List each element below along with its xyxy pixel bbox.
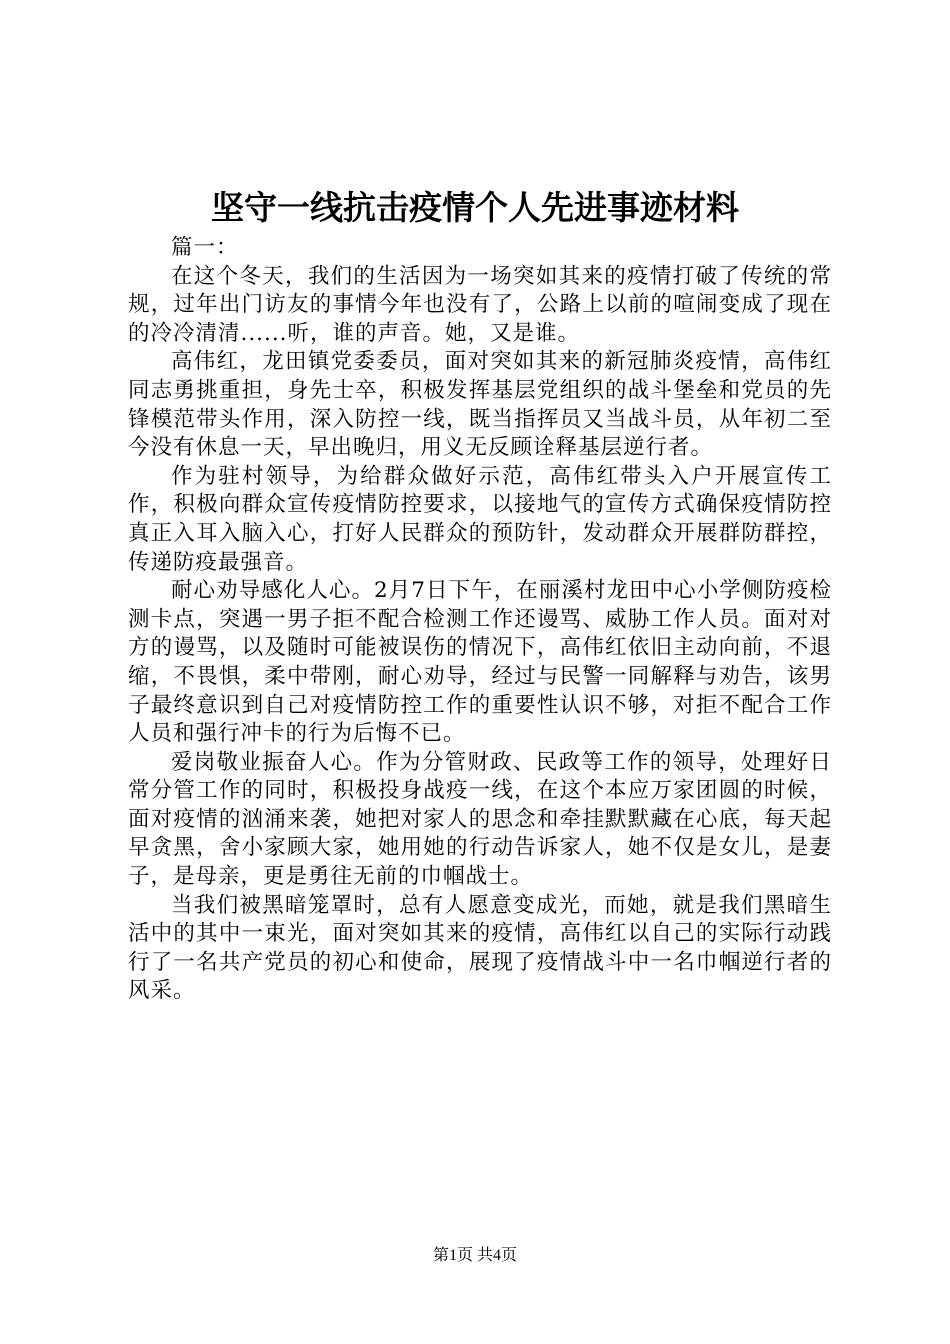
paragraph: 当我们被黑暗笼罩时，总有人愿意变成光，而她，就是我们黑暗生活中的其中一束光，面对突如其来的疫情，高伟红以自己的实际行动践行了一名共产党员的初心和使命，展现了疫情战斗中一名巾帼逆行者的风采。	[128, 892, 832, 1004]
document-body	[128, 234, 832, 1006]
paragraph: 高伟红，龙田镇党委委员，面对突如其来的新冠肺炎疫情，高伟红同志勇挑重担，身先士卒，积极发挥基层党组织的战斗堡垒和党员的先锋模范带头作用，深入防控一线，既当指挥员又当战斗员，从年初二至今没有休息一天，早出晚归，用义无反顾诠释基层逆行者。	[128, 349, 832, 461]
document-title: 坚守一线抗击疫情个人先进事迹材料	[211, 188, 739, 227]
paragraph-heading: 篇一：	[171, 235, 239, 260]
paragraph: 耐心劝导感化人心。2月7日下午，在丽溪村龙田中心小学侧防疫检测卡点，突遇一男子拒不配合检测工作还谩骂、威胁工作人员。面对对方的谩骂，以及随时可能被误伤的情况下，高伟红依旧主动向前，不退缩，不畏惧，柔中带刚，耐心劝导，经过与民警一同解释与劝告，该男子最终意识到自己对疫情防控工作的重要性认识不够，对拒不配合工作人员和强行冲卡的行为后悔不已。	[128, 578, 832, 747]
paragraph: 作为驻村领导，为给群众做好示范，高伟红带头入户开展宣传工作，积极向群众宣传疫情防控要求，以接地气的宣传方式确保疫情防控真正入耳入脑入心，打好人民群众的预防针，发动群众开展群防群控，传递防疫最强音。	[128, 463, 832, 575]
page-number-footer: 第1页 共4页	[432, 1247, 517, 1264]
paragraph: 爱岗敬业振奋人心。作为分管财政、民政等工作的领导，处理好日常分管工作的同时，积极投身战疫一线，在这个本应万家团圆的时候，面对疫情的汹涌来袭，她把对家人的思念和牵挂默默藏在心底，每天起早贪黑，舍小家顾大家，她用她的行动告诉家人，她不仅是女儿，是妻子，是母亲，更是勇往无前的巾帼战士。	[128, 749, 832, 890]
paragraph: 在这个冬天，我们的生活因为一场突如其来的疫情打破了传统的常规，过年出门访友的事情今年也没有了，公路上以前的喧闹变成了现在的冷冷清清......听，谁的声音。她，又是谁。	[128, 263, 832, 346]
